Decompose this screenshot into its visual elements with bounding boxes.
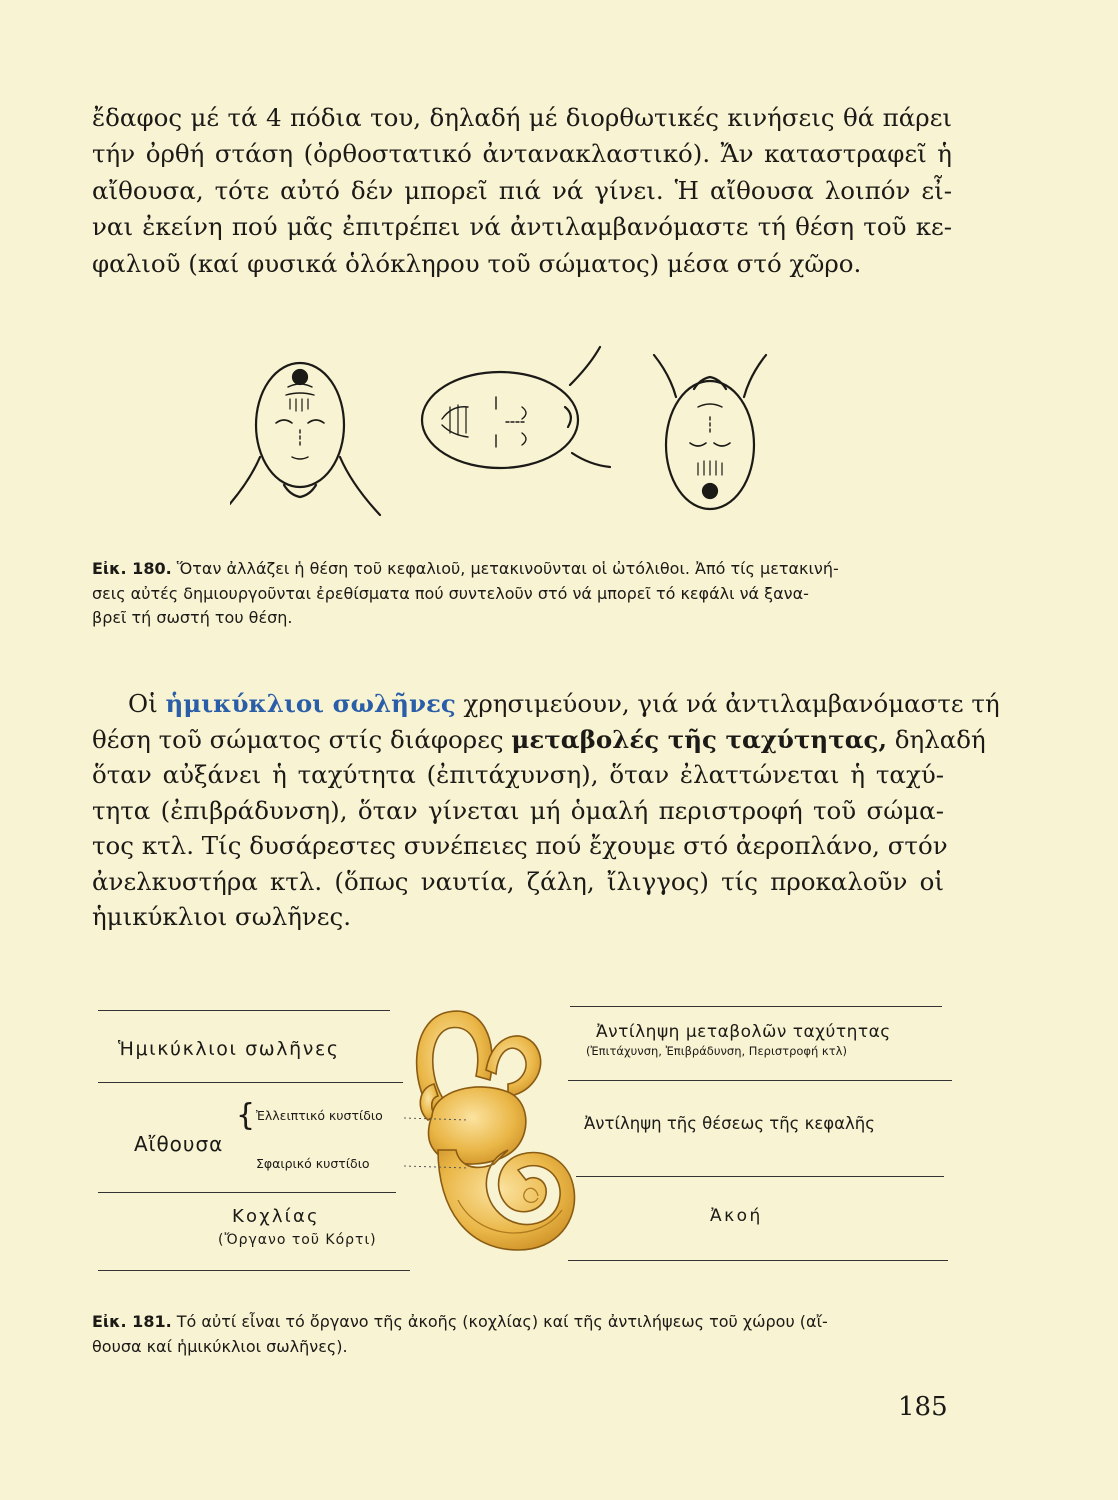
page-number: 185	[898, 1392, 948, 1422]
caption-line: σεις αὐτές δημιουργοῦνται ἐρεθίσματα πού συντελοῦν στό νά μπορεῖ τό κεφάλι νά ξανα-	[92, 583, 809, 603]
cochlea-label: Κοχλίας	[232, 1206, 320, 1227]
semicircular-canals-label: Ἡμικύκλιοι σωλῆνες	[118, 1038, 340, 1060]
inner-ear-diagram	[98, 1000, 958, 1290]
figure-181-label: Εἰκ. 181.	[92, 1312, 172, 1331]
divider	[98, 1010, 390, 1011]
head-upright-icon	[230, 363, 380, 515]
vestibule-label: Αἴθουσα	[134, 1132, 224, 1156]
paragraph-2-line: ἡμικύκλιοι σωλῆνες.	[92, 902, 352, 931]
brace-icon: {	[236, 1098, 256, 1133]
divider	[568, 1260, 948, 1261]
ear-labyrinth-icon	[398, 1000, 588, 1290]
head-sideways-icon	[422, 347, 610, 468]
figure-180-caption	[92, 557, 952, 631]
saccule-label: Σφαιρικό κυστίδιο	[256, 1156, 370, 1171]
head-position-label: Ἀντίληψη τῆς θέσεως τῆς κεφαλῆς	[584, 1114, 875, 1133]
head-position-illustration	[230, 345, 790, 535]
divider	[568, 1080, 952, 1081]
head-inverted-icon	[654, 355, 766, 509]
caption-line: Ὅταν ἀλλάζει ἡ θέση τοῦ κεφαλιοῦ, μετακινοῦνται οἱ ὠτόλιθοι. Ἀπό τίς μετακινή-	[176, 559, 839, 578]
divider	[98, 1192, 396, 1193]
divider	[98, 1082, 403, 1083]
divider	[98, 1270, 410, 1271]
highlighted-term: ἡμικύκλιοι σωλῆνες	[165, 689, 456, 718]
figure-180-label: Εἰκ. 180.	[92, 559, 172, 578]
paragraph-2-line: ἀνελκυστήρα κτλ. (ὅπως ναυτία, ζάλη, ἴλιγγος) τίς προκαλοῦν οἱ	[92, 866, 944, 896]
paragraph-2-line: ὅταν αὐξάνει ἡ ταχύτητα (ἐπιτάχυνση), ὅταν ἐλαττώνεται ἡ ταχύ-	[92, 760, 944, 789]
paragraph-1-line: φαλιοῦ (καί φυσικά ὁλόκληρου τοῦ σώματος) μέσα στό χῶρο.	[92, 248, 862, 278]
caption-line: θουσα καί ἡμικύκλιοι σωλῆνες).	[92, 1336, 348, 1356]
paragraph-1-line: ἔδαφος μέ τά 4 πόδια του, δηλαδή μέ διορθωτικές κινήσεις θά πάρει	[92, 103, 952, 132]
caption-line: βρεῖ τή σωστή του θέση.	[92, 608, 293, 627]
speed-change-sub-label: (Ἐπιτάχυνση, Ἐπιβράδυνση, Περιστροφή κτλ)	[586, 1044, 847, 1058]
divider	[570, 1006, 942, 1007]
organ-of-corti-label: (Ὄργανο τοῦ Κόρτι)	[218, 1232, 377, 1248]
divider	[576, 1176, 944, 1177]
figure-181-caption	[92, 1310, 952, 1359]
bold-term: μεταβολές τῆς ταχύτητας,	[511, 724, 887, 754]
paragraph-2-line: τητα (ἐπιβράδυνση), ὅταν γίνεται μή ὁμαλή περιστροφή τοῦ σώμα-	[92, 795, 944, 825]
speed-change-label: Ἀντίληψη μεταβολῶν ταχύτητας	[596, 1022, 891, 1042]
hearing-label: Ἀκοή	[710, 1206, 763, 1226]
paragraph-1	[92, 100, 952, 282]
paragraph-1-line: ναι ἐκείνη πού μᾶς ἐπιτρέπει νά ἀντιλαμβανόμαστε τή θέση τοῦ κε-	[92, 212, 952, 242]
paragraph-1-line: τήν ὀρθή στάση (ὀρθοστατικό ἀντανακλαστικό). Ἄν καταστραφεῖ ἡ	[92, 139, 952, 169]
utricle-label: Ἐλλειπτικό κυστίδιο	[256, 1108, 383, 1123]
paragraph-2: Οἱ ἡμικύκλιοι σωλῆνες χρησιμεύουν, γιά νά ἀντιλαμβανόμαστε τή θέση τοῦ σώματος στίς διάφορες μεταβολές τῆς ταχύτητας, δηλαδή ὅταν αὐξάνει ἡ ταχύτητα (ἐπιτάχυνση), ὅταν ἐλαττώνεται ἡ ταχύ- τητα (ἐπιβράδυνση), ὅταν γίνεται μή ὁμαλή περιστροφή τοῦ σώμα- τος κτλ. Τίς δυσάρεστες συνέπειες πού ἔχουμε στό ἀεροπλάνο, στόν ἀνελκυστήρα κτλ. (ὅπως ναυτία, ζάλη, ἴλιγγος) τίς προκαλοῦν οἱ ἡμικύκλιοι σωλῆνες.	[92, 686, 944, 935]
caption-line: Τό αὐτί εἶναι τό ὄργανο τῆς ἀκοῆς (κοχλίας) καί τῆς ἀντιλήψεως τοῦ χώρου (αἴ-	[176, 1312, 828, 1331]
paragraph-1-line: αἴθουσα, τότε αὐτό δέν μπορεῖ πιά νά γίνει. Ἡ αἴθουσα λοιπόν εἶ-	[92, 175, 952, 205]
paragraph-2-line: τος κτλ. Τίς δυσάρεστες συνέπειες πού ἔχουμε στό ἀεροπλάνο, στόν	[92, 831, 948, 860]
